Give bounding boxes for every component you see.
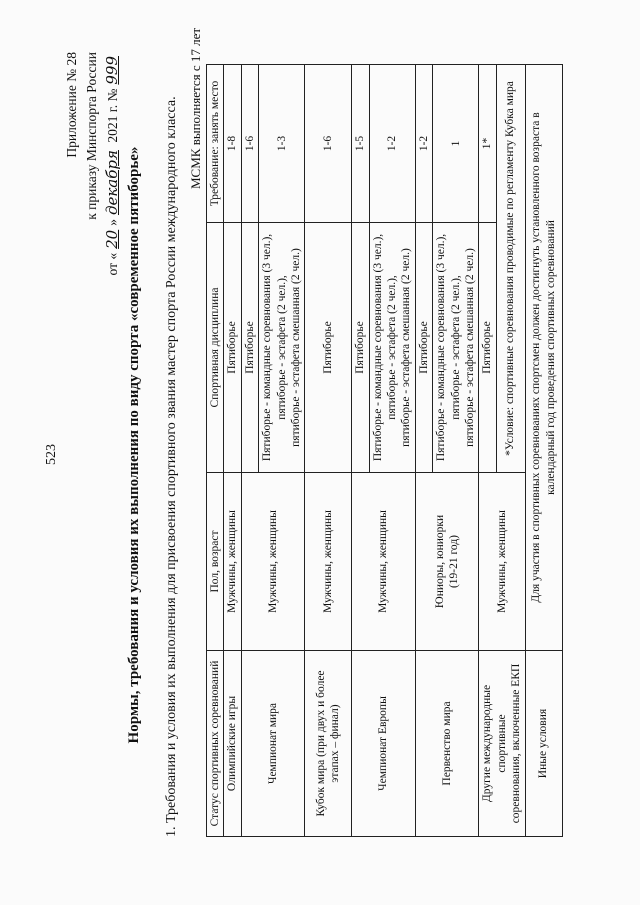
place-cell: 1-3 [259,65,305,223]
discipline-cell: Пятиборье [224,223,241,473]
footnote-cell: *Условие: спортивные соревнования проводимые по регламенту Кубка мира [496,65,525,473]
status-line: этапах – финал) [329,704,342,783]
table-header-row [207,65,224,837]
sex-age-cell [415,473,479,651]
section-title: 1. Требования и условия их выполнения для присвоения спортивного звания мастер спорта России международного класса. [164,96,179,837]
discipline-line: Пятиборье - командные соревнования (3 чел.), [261,233,274,462]
discipline-line: пятиборье - эстафета смешанная (2 чел.) [463,248,476,447]
order-date-line [103,52,121,275]
sex-age-cell: Мужчины, женщины [241,473,305,651]
status-cell: Чемпионат мира [241,651,305,837]
discipline-cell: Пятиборье [352,223,369,473]
discipline-line: Пятиборье - командные соревнования (3 чел.), [435,233,448,462]
place-cell: 1-6 [241,65,258,223]
date-prefix: от « [105,252,120,276]
discipline-line: пятиборье - эстафета (2 чел.), [386,275,398,420]
date-day: 20 [103,229,121,249]
status-cell [305,651,352,837]
discipline-cell [369,223,415,473]
sex-age-cell: Мужчины, женщины [352,473,416,651]
header-status: Статус спортивных соревнований [207,651,224,837]
table-row [241,65,258,837]
conditions-line: Для участия в спортивных соревнованиях спортсмен должен достигнуть установленного возраста в [530,112,543,603]
discipline-cell: Пятиборье [479,223,496,473]
discipline-cell: Пятиборье [415,223,432,473]
table-row [415,65,432,837]
discipline-cell [433,223,479,473]
status-cell: Олимпийские игры [224,651,241,837]
date-year: 2021 г. № [105,88,120,143]
table-row [224,65,241,837]
status-line: соревнования, включенные ЕКП [510,663,523,824]
table-row [479,65,496,837]
status-line: Другие международные спортивные [481,684,508,803]
status-cell: Чемпионат Европы [352,651,416,837]
date-month: декабря [103,150,121,216]
sex-age-cell: Мужчины, женщины [479,473,525,651]
header-sex-age: Пол, возраст [207,473,224,651]
header-requirement: Требование: занять место [207,65,224,223]
table-row [352,65,369,837]
discipline-cell [259,223,305,473]
norms-table [206,64,563,837]
discipline-line: Пятиборье - командные соревнования (3 чел.), [371,233,384,462]
discipline-line: пятиборье - эстафета смешанная (2 чел.) [400,248,413,447]
order-label: к приказу Минспорта России [84,52,99,220]
conditions-line: календарный год проведения спортивных соревнований [544,220,557,495]
sex-age-cell: Мужчины, женщины [224,473,241,651]
conditions-cell [525,65,562,651]
place-cell: 1-2 [415,65,432,223]
discipline-line: пятиборье - эстафета (2 чел.), [275,275,288,420]
sex-age-line: (19-21 год) [448,534,460,589]
status-cell [479,651,525,837]
header-discipline: Спортивная дисциплина [207,223,224,473]
place-cell: 1-6 [305,65,352,223]
place-cell: 1 [433,65,479,223]
place-cell: 1* [479,65,496,223]
page-number: 523 [44,444,59,465]
discipline-line: пятиборье - эстафета смешанная (2 чел.) [289,248,302,447]
status-cell: Первенство мира [415,651,479,837]
place-cell: 1-8 [224,65,241,223]
place-cell: 1-5 [352,65,369,223]
discipline-cell: Пятиборье [241,223,258,473]
sex-age-line: Юниоры, юниорки [433,514,446,609]
appendix-label: Приложение № 28 [64,52,79,158]
date-mid: » [105,219,120,226]
status-line: Кубок мира (при двух и более [314,670,327,817]
table-row [305,65,352,837]
status-cell: Иные условия [525,651,562,837]
msmk-age-note: МСМК выполняется с 17 лет [188,27,203,189]
date-number: 999 [103,56,121,85]
discipline-cell: Пятиборье [305,223,352,473]
sex-age-cell: Мужчины, женщины [305,473,352,651]
discipline-line: пятиборье - эстафета (2 чел.), [449,275,462,420]
place-cell: 1-2 [369,65,415,223]
table-row [525,65,562,837]
document-title: Нормы, требования и условия их выполнения по виду спорта «современное пятиборье» [126,146,142,744]
